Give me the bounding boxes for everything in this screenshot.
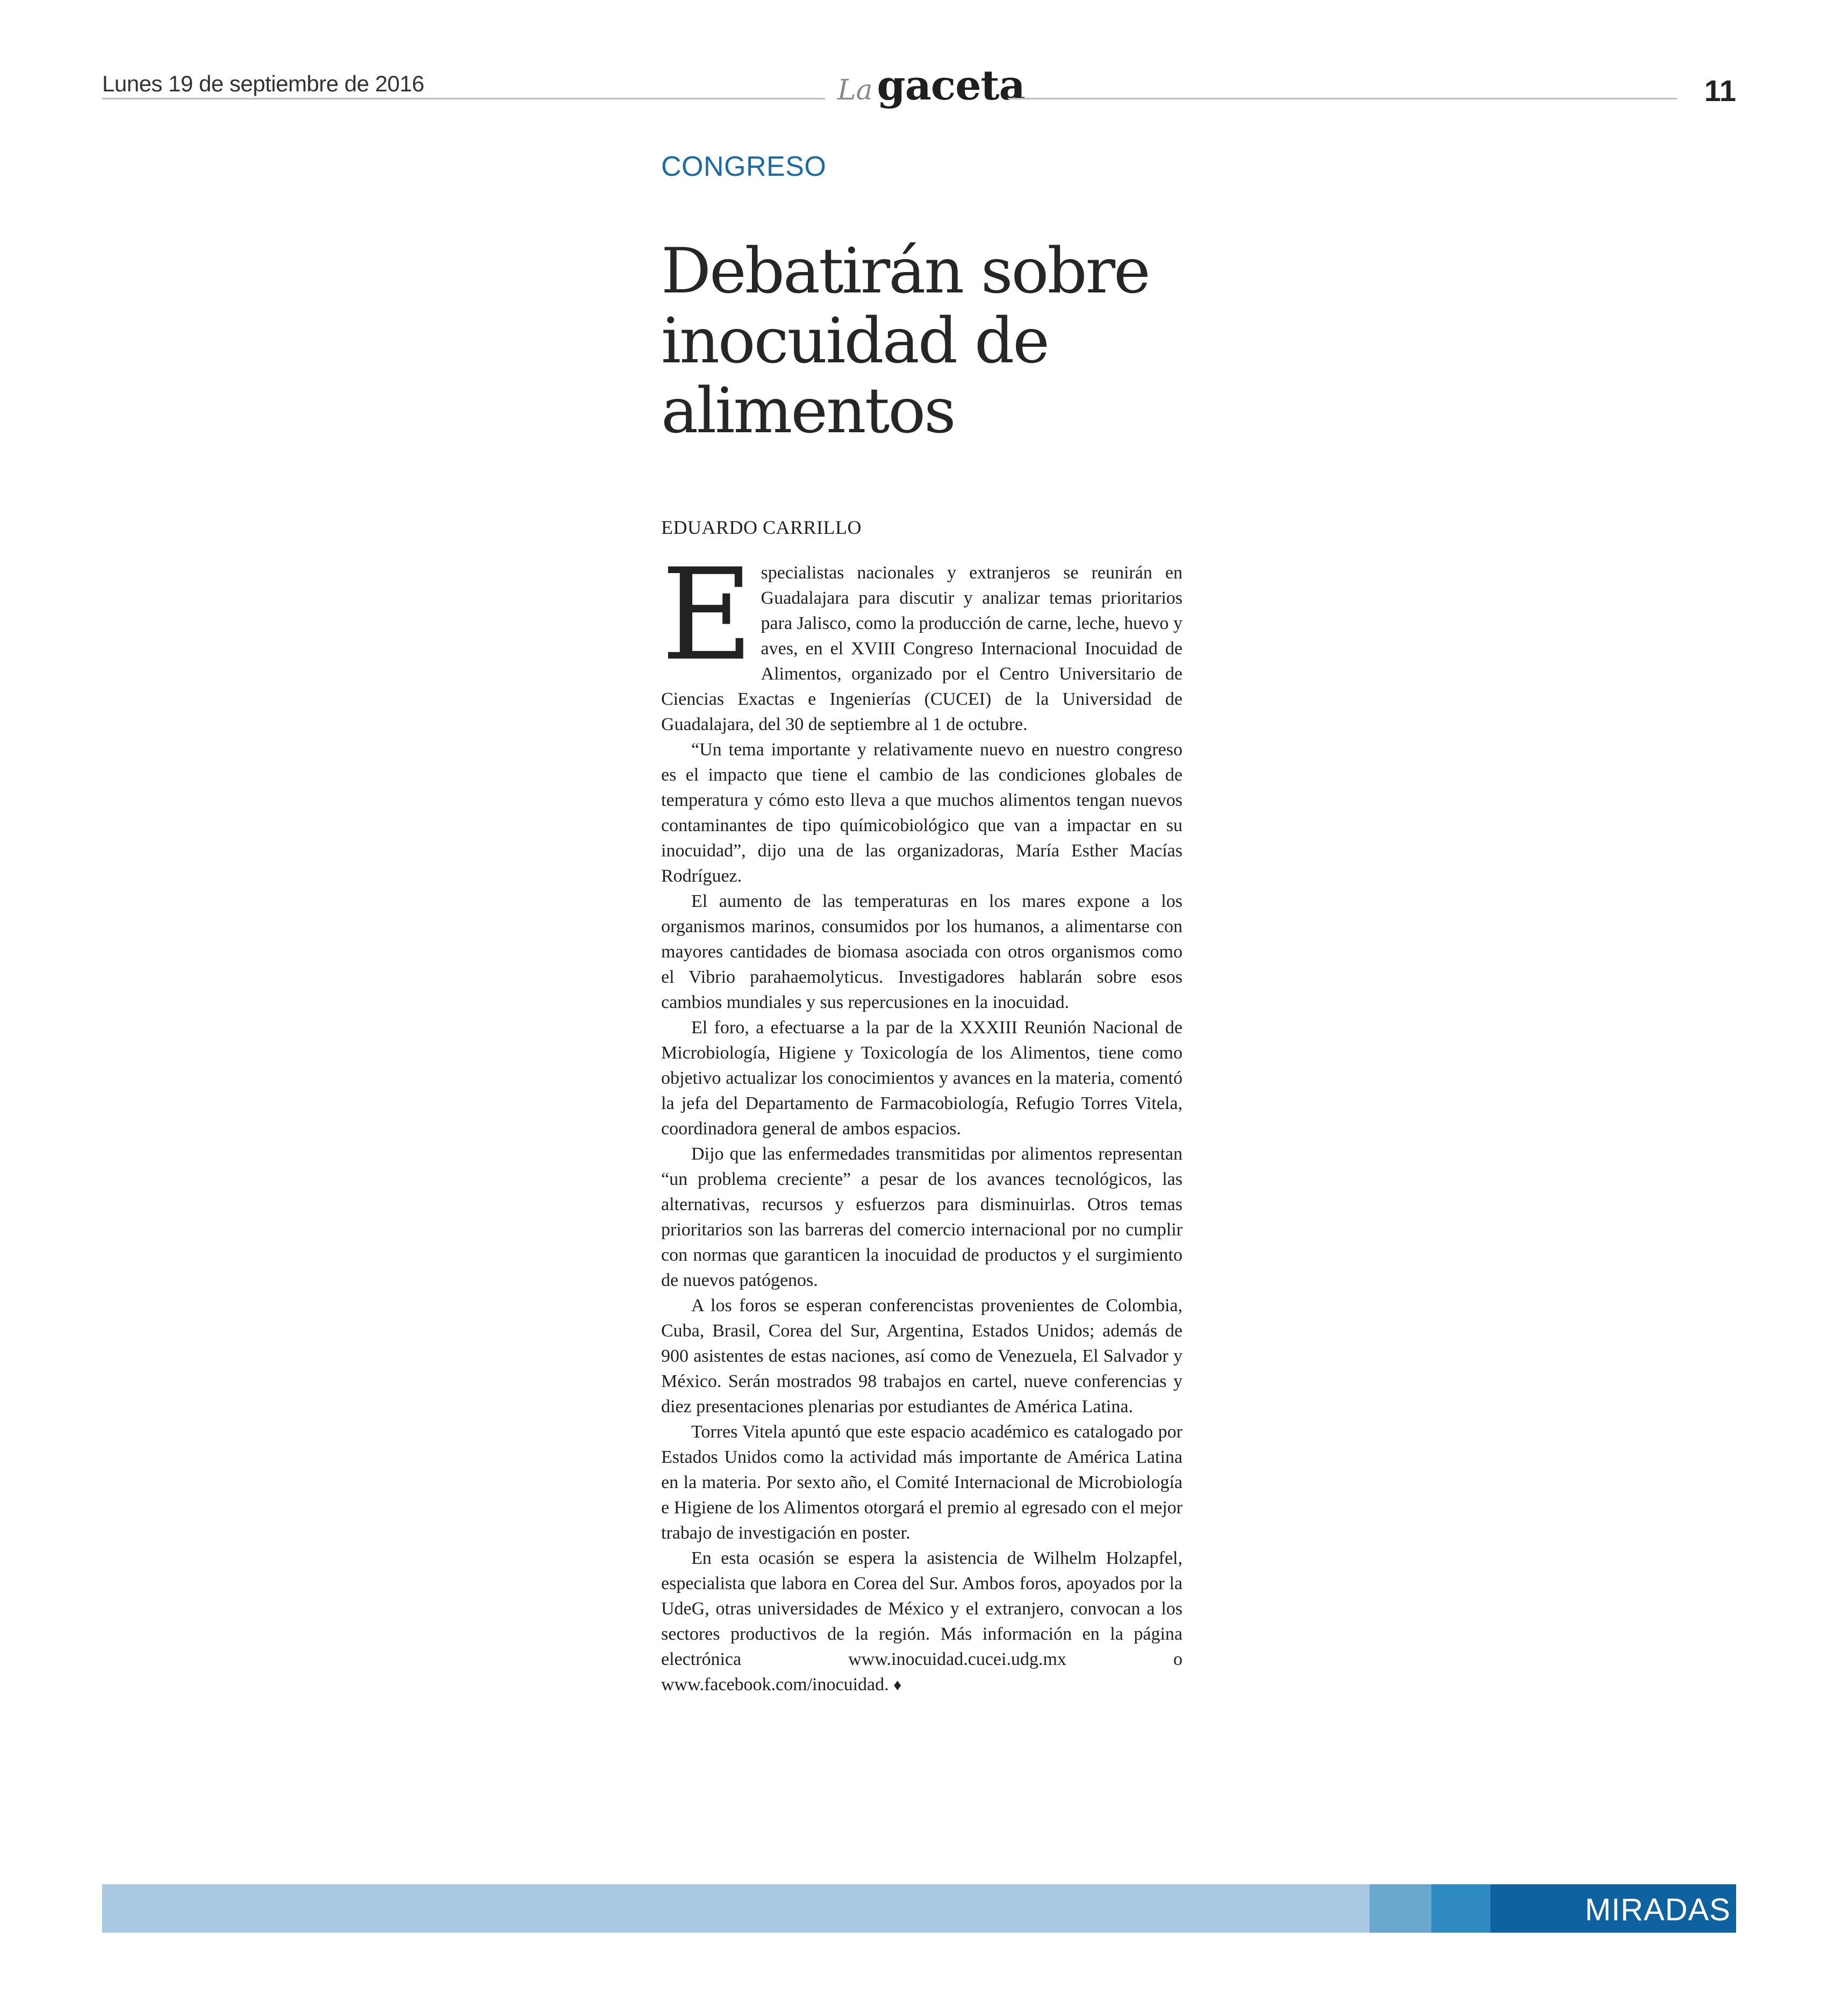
section-label: CONGRESO [661,151,827,182]
header-divider-right [1008,98,1677,99]
footer-section-label: MIRADAS [1585,1892,1731,1927]
masthead-logo [837,61,1025,109]
paragraph-text: specialistas nacionales y extranjeros se reunirán en Guadalajara para discutir y analizar temas prioritarios para Jalisco, como la producción de carne, leche, huevo y aves, en el XVIII Congreso Internacional Inocuidad de Alimentos, organizado por el Centro Universitario de Ciencias Exactas e Ingenierías (CUCEI) de la Universidad de Guadalajara, del 30 de septiembre al 1 de octubre. [661,563,1182,734]
header-divider-left [102,98,825,99]
paragraph: Torres Vitela apuntó que este espacio académico es catalogado por Estados Unidos como la actividad más importante de América Latina en la materia. Por sexto año, el Comité Internacional de Microbiología e Higiene de los Alimentos otorgará el premio al egresado con el mejor trabajo de investigación en poster. [661,1422,1182,1543]
footer-section-tab [1490,1884,1736,1933]
drop-cap: E [661,542,754,689]
headline [661,237,1182,446]
headline-line: Debatirán sobre [661,235,1149,308]
footer-band-dark [1431,1884,1490,1933]
paragraph: A los foros se esperan conferencistas provenientes de Colombia, Cuba, Brasil, Corea del Sur, Argentina, Estados Unidos; además de 900 asistentes de estas naciones, así como de Venezuela, El Salvador y México. Serán mostrados 98 trabajos en cartel, nueve conferencias y diez presentaciones plenarias por estudiantes de América Latina. [661,1296,1182,1417]
end-mark-icon: ♦ [893,1676,902,1694]
article-body [661,542,1182,1698]
paragraph [661,1546,1182,1698]
footer-band-light [102,1884,1370,1933]
masthead-la: La [837,74,873,106]
footer-bar [102,1884,1736,1933]
paragraph: Dijo que las enfermedades transmitidas por alimentos representan “un problema creciente” a pesar de los avances tecnológicos, las alternativas, recursos y esfuerzos para disminuirlas. Otros temas prioritarios son las barreras del comercio internacional por no cumplir con normas que garanticen la inocuidad de productos y el surgimiento de nuevos patógenos. [661,1144,1182,1290]
paragraph-text: En esta ocasión se espera la asistencia de Wilhelm Holzapfel, especialista que labora en Corea del Sur. Ambos foros, apoyados por la UdeG, otras universidades de México y el extranjero, convocan a los sectores productivos de la región. Más información en la página electrónica www.inocuidad.cucei.udg.mx o www.facebook.com/inocuidad. [661,1548,1182,1695]
masthead-gaceta: gaceta [877,61,1025,109]
footer-band-mid [1370,1884,1431,1933]
headline-line: alimentos [661,375,955,447]
byline: EDUARDO CARRILLO [661,517,862,538]
article [661,151,1182,1698]
paragraph [661,542,1182,737]
issue-date: Lunes 19 de septiembre de 2016 [102,71,425,96]
paragraph: El aumento de las temperaturas en los mares expone a los organismos marinos, consumidos por los humanos, a alimentarse con mayores cantidades de biomasa asociada con otros organismos como el Vibrio parahaemolyticus. Investigadores hablarán sobre esos cambios mundiales y sus repercusiones en la inocuidad. [661,891,1182,1012]
paragraph: “Un tema importante y relativamente nuevo en nuestro congreso es el impacto que tiene el cambio de las condiciones globales de temperatura y cómo esto lleva a que muchos alimentos tengan nuevos contaminantes de tipo químicobiológico que van a impactar en su inocuidad”, dijo una de las organizadoras, María Esther Macías Rodríguez. [661,740,1182,886]
headline-line: inocuidad de [661,305,1048,377]
page-number: 11 [1704,74,1736,108]
page-header [102,61,1736,112]
paragraph: El foro, a efectuarse a la par de la XXXIII Reunión Nacional de Microbiología, Higiene y Toxicología de los Alimentos, tiene como objetivo actualizar los conocimientos y avances en la materia, comentó la jefa del Departamento de Farmacobiología, Refugio Torres Vitela, coordinadora general de ambos espacios. [661,1018,1182,1139]
